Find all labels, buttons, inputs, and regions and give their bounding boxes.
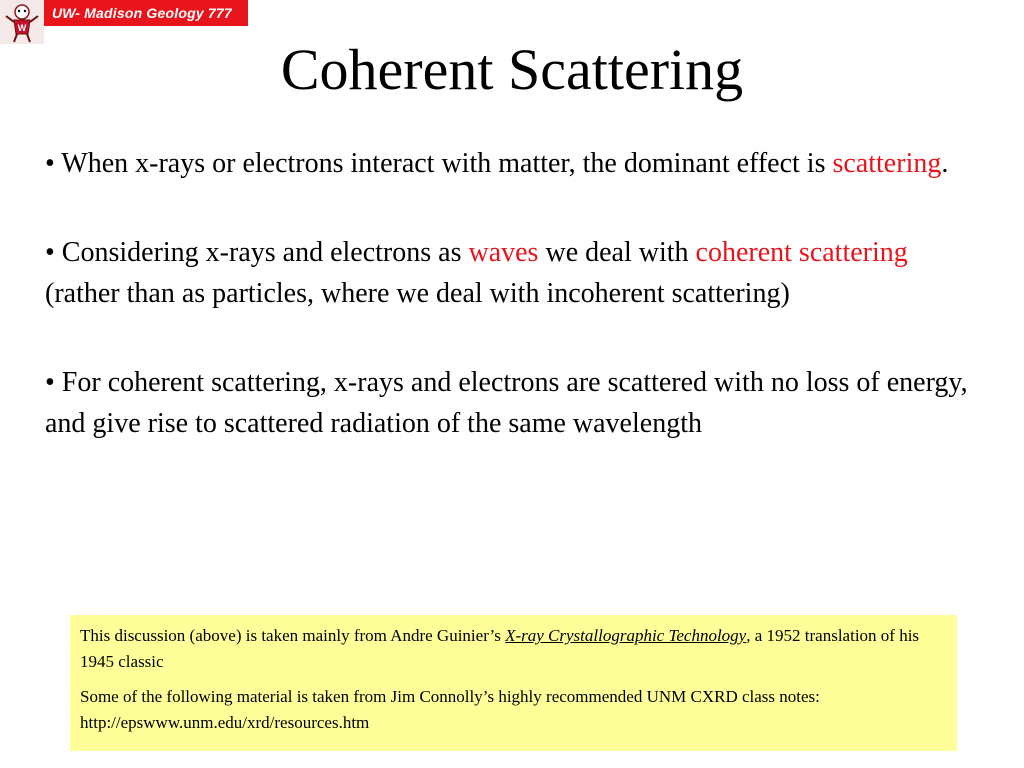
bullet-text: (rather than as particles, where we deal with incoherent scattering) xyxy=(45,278,790,309)
course-banner: UW- Madison Geology 777 xyxy=(44,0,248,26)
note-text: , a 1952 translation of his 1945 classic xyxy=(80,626,920,671)
source-note-box xyxy=(70,615,957,751)
bullet-coherent-waves xyxy=(45,232,980,314)
note-text: This discussion (above) is taken mainly from Andre Guinier’s xyxy=(80,626,506,645)
bullet-text: • For coherent scattering, x-rays and electrons are scattered with no loss of energy, and give rise to scattered radiation of the same wavelength xyxy=(45,367,968,439)
slide-title: Coherent Scattering xyxy=(280,37,744,102)
bullet-text: • When x-rays or electrons interact with matter, the dominant effect is xyxy=(45,148,833,179)
highlight-term: coherent scattering xyxy=(695,237,908,268)
bullet-energy-loss xyxy=(45,362,980,444)
highlight-term: waves xyxy=(468,237,539,268)
svg-text:W: W xyxy=(17,23,27,33)
bullet-text: . xyxy=(941,148,949,179)
bullet-list xyxy=(45,143,980,492)
highlight-term: scattering xyxy=(832,148,942,179)
book-title-link[interactable]: X-ray Crystallographic Technology xyxy=(505,626,747,645)
source-note-connolly: Some of the following material is taken from Jim Connolly’s highly recommended UNM CXRD class notes: http://epswww.unm.edu/xrd/resources.htm xyxy=(80,687,820,732)
bullet-text: we deal with xyxy=(538,237,696,268)
bullet-text: • Considering x-rays and electrons as xyxy=(45,237,469,268)
bullet-scattering xyxy=(45,143,980,184)
source-note-guinier xyxy=(80,623,947,675)
